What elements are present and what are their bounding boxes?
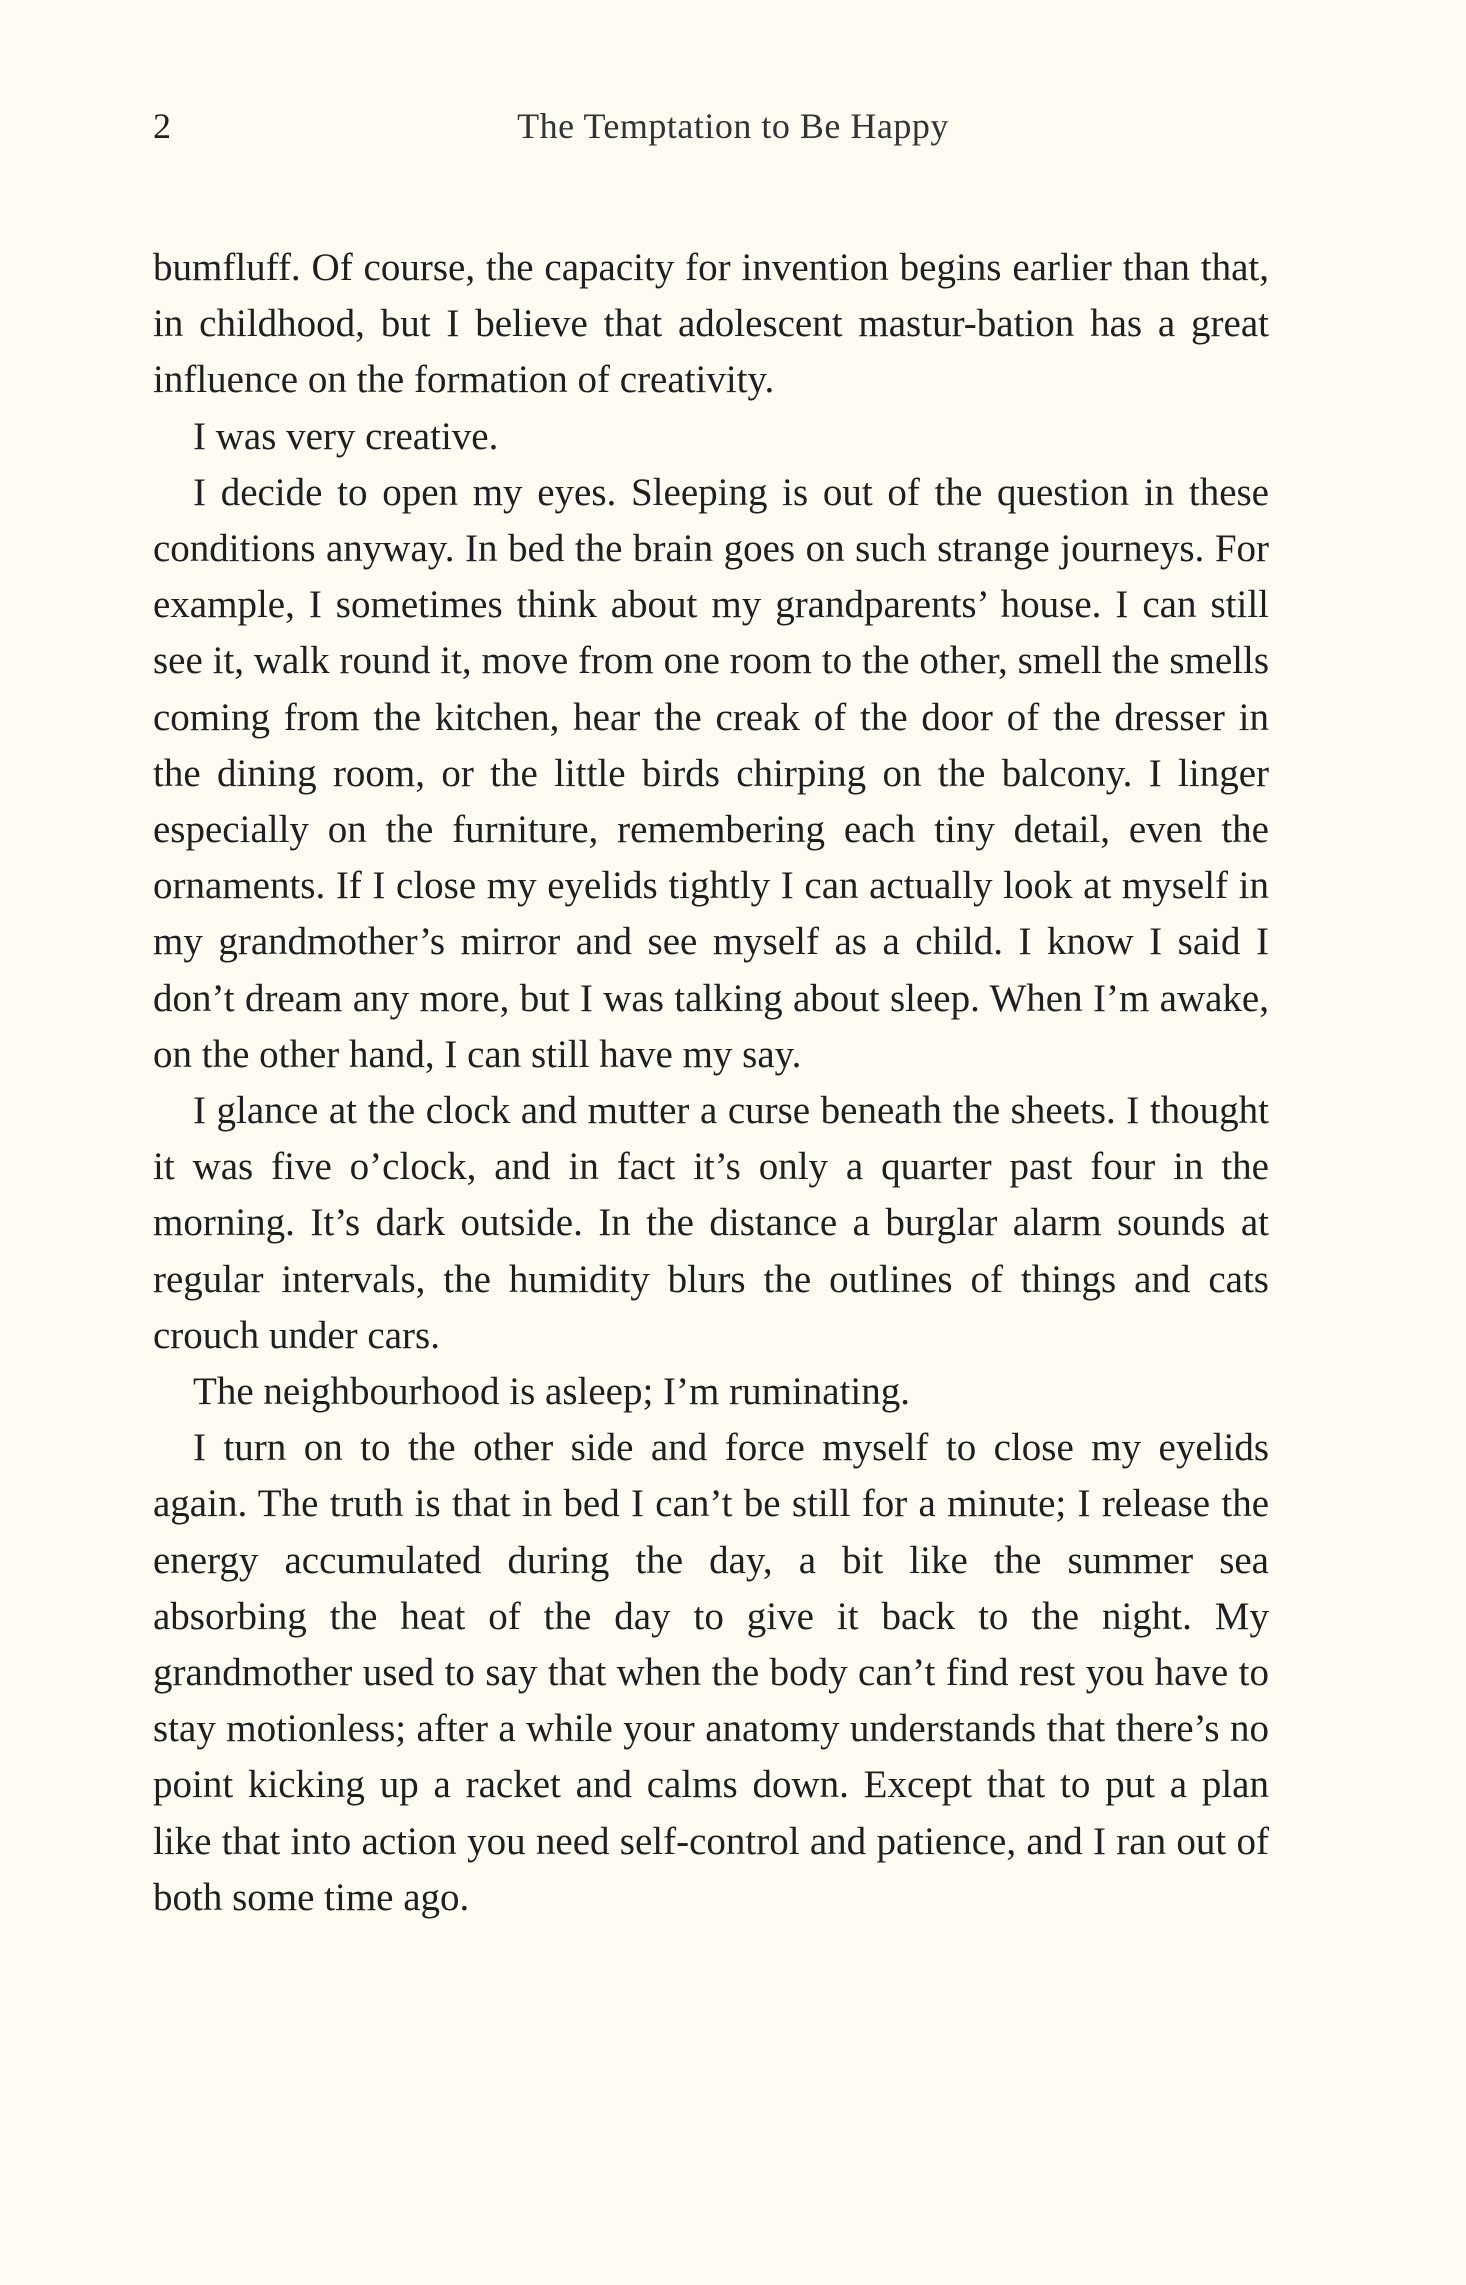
body-text (153, 240, 1269, 1926)
paragraph: I glance at the clock and mutter a curse beneath the sheets. I thought it was five o’clock, and in fact it’s only a quarter past four in the morning. It’s dark outside. In the distance a burglar alarm sounds at regular intervals, the humidity blurs the outlines of things and cats crouch under cars. (153, 1089, 1269, 1357)
book-title: The Temptation to Be Happy (517, 106, 949, 146)
paragraph: bumfluff. Of course, the capacity for invention begins earlier than that, in childhood, but I believe that adolescent mastur-bation has a great influence on the formation of creativity. (153, 246, 1269, 402)
paragraph: The neighbourhood is asleep; I’m ruminating. (193, 1370, 911, 1414)
running-head (153, 96, 1313, 156)
paragraph: I turn on to the other side and force myself to close my eyelids again. The truth is that in bed I can’t be still for a minute; I release the energy accumulated during the day, a bit like the summer sea absorbing the heat of the day to give it back to the night. My grandmother used to say that when the body can’t find rest you have to stay motionless; after a while your anatomy understands that there’s no point kicking up a racket and calms down. Except that to put a plan like that into action you need self-control and patience, and I ran out of both some time ago. (153, 1426, 1269, 1919)
paragraph: I was very creative. (193, 414, 499, 458)
paragraph: I decide to open my eyes. Sleeping is out of the question in these conditions anyway. In bed the brain goes on such strange journeys. For example, I sometimes think about my grandparents’ house. I can still see it, walk round it, move from one room to the other, smell the smells coming from the kitchen, hear the creak of the door of the dresser in the dining room, or the little birds chirping on the balcony. I linger especially on the furniture, remembering each tiny detail, even the ornaments. If I close my eyelids tightly I can actually look at myself in my grandmother’s mirror and see myself as a child. I know I said I don’t dream any more, but I was talking about sleep. When I’m awake, on the other hand, I can still have my say. (153, 470, 1269, 1076)
page-number: 2 (153, 106, 171, 146)
